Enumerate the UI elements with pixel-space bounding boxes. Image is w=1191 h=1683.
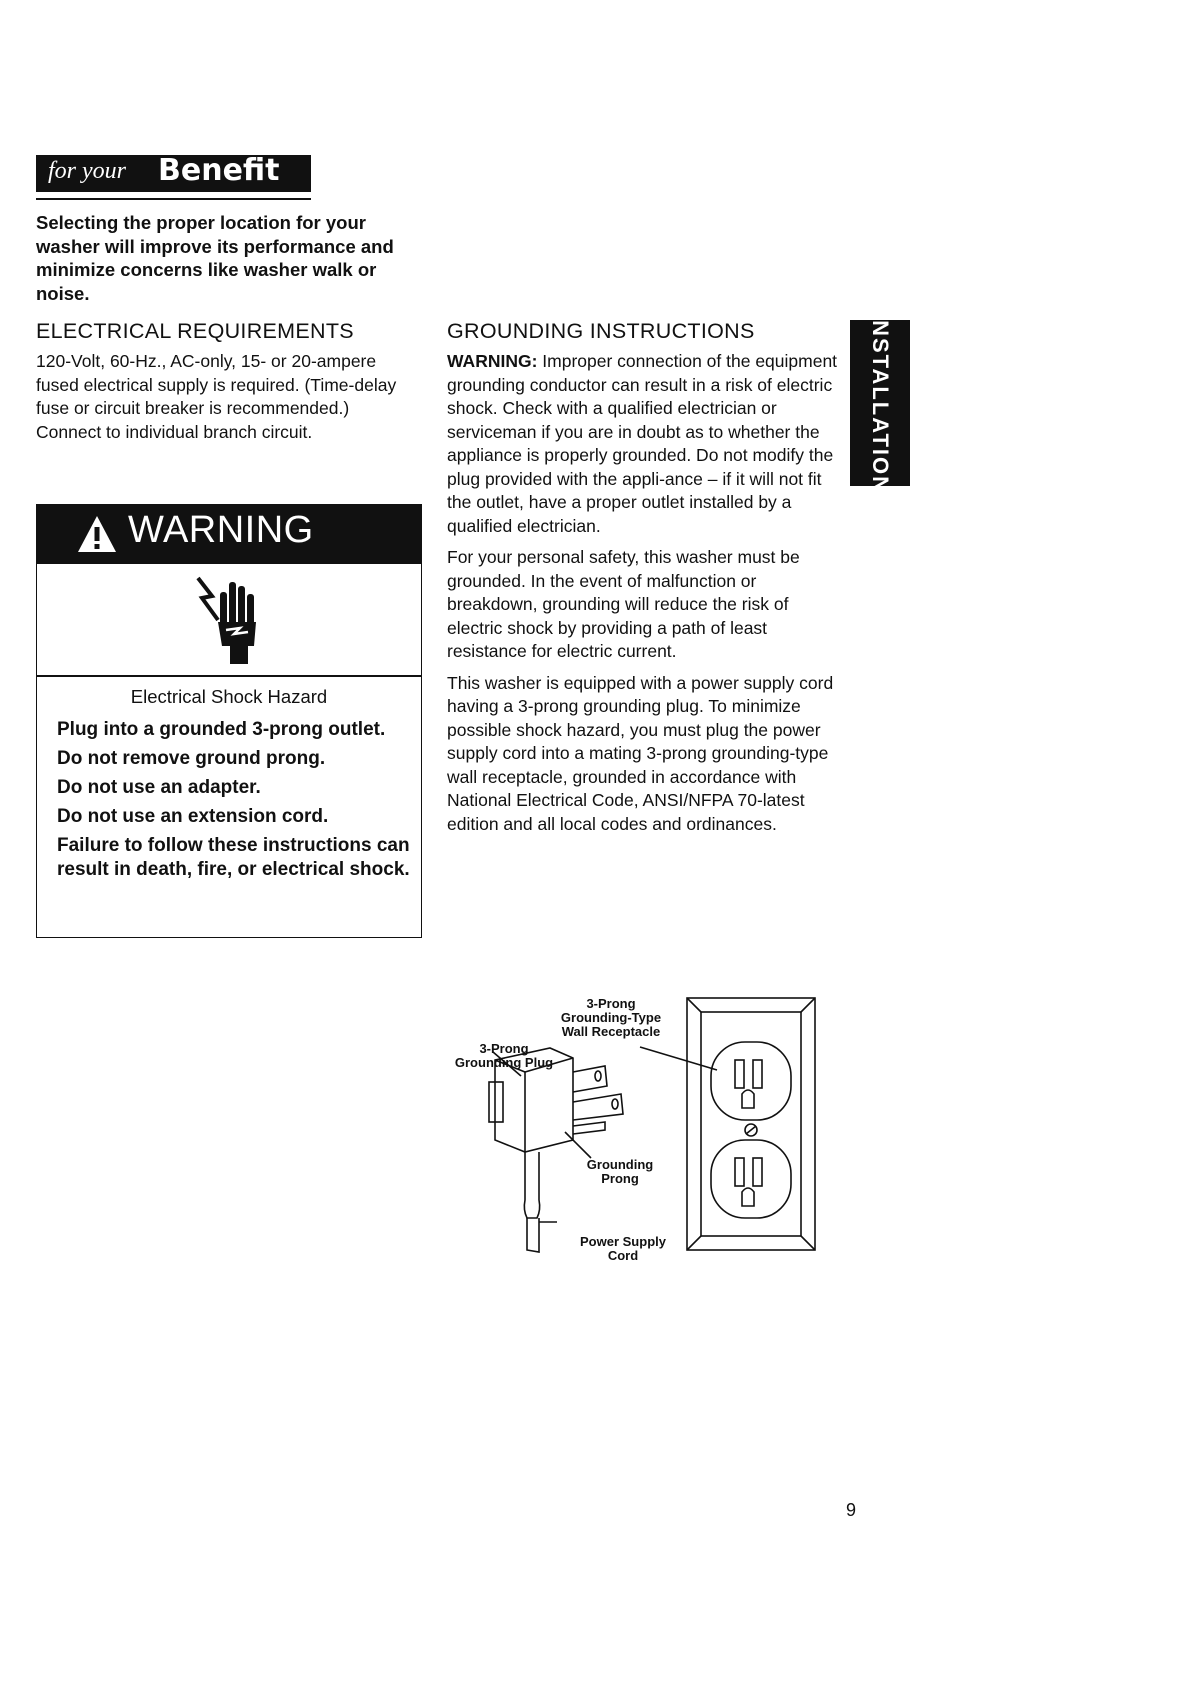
power-cord-label <box>573 1235 673 1263</box>
warning-header <box>36 504 422 564</box>
warning-line: Plug into a grounded 3-prong outlet. <box>57 719 386 740</box>
grounding-instructions-body <box>447 350 847 844</box>
prong-label-line: Grounding <box>586 1157 654 1172</box>
plug-label-line: 3-Prong <box>479 1041 529 1056</box>
warning-title: WARNING <box>128 509 314 551</box>
cord-label-line: Cord <box>607 1248 639 1263</box>
warning-divider <box>36 675 422 677</box>
plug-label-line: Grounding Plug <box>454 1055 554 1070</box>
banner-benefit-text: Benefit <box>158 153 280 188</box>
receptacle-label <box>551 997 671 1039</box>
prong-label-line: Prong <box>601 1171 639 1186</box>
cord-label-line: Power Supply <box>580 1234 666 1249</box>
warning-line: Do not use an adapter. <box>57 777 261 798</box>
intro-text: Selecting the proper location for your washer will improve its performance and minimize concerns like washer walk or noise. <box>36 212 394 304</box>
electrical-requirements-body: 120-Volt, 60-Hz., AC-only, 15- or 20-ampere fused electrical supply is required. (Time-delay fuse or circuit breaker is recommended.) Connect to individual branch circuit. <box>36 351 397 442</box>
electrical-requirements-heading: ELECTRICAL REQUIREMENTS <box>36 319 354 343</box>
warning-line: Failure to follow these instructions can result in death, fire, or electrical shock. <box>57 835 410 880</box>
electric-shock-hand-icon <box>192 572 268 666</box>
grounding-paragraph-2: For your personal safety, this washer must be grounded. In the event of malfunction or breakdown, grounding will reduce the risk of electric shock by providing a path of least resistance for electric current. <box>447 547 800 661</box>
receptacle-label-line: Grounding-Type <box>560 1010 662 1025</box>
grounding-instructions-heading: GROUNDING INSTRUCTIONS <box>447 319 755 343</box>
warning-hazard-label: Electrical Shock Hazard <box>130 686 328 707</box>
warning-triangle-icon <box>76 514 118 554</box>
grounding-prong-label <box>575 1158 665 1186</box>
warning-line: Do not remove ground prong. <box>57 748 326 769</box>
for-your-benefit-banner <box>36 155 311 192</box>
banner-for-your-text: for your <box>48 158 126 184</box>
side-tab-label: INSTALLATION <box>868 311 893 495</box>
grounding-paragraph-1-text: Improper connection of the equipment grounding conductor can result in a risk of electric shock. Check with a qualified electrician or serviceman if you are in doubt as to whether the appliance is properly grounded. Do not modify the plug provided with the appli-ance – if it will not fit the outlet, have a proper outlet installed by a qualified electrician. <box>447 351 838 536</box>
grounding-paragraph-1 <box>447 350 847 538</box>
plug-label <box>449 1042 559 1070</box>
grounding-paragraph-3: This washer is equipped with a power supply cord having a 3-prong grounding plug. To minimize possible shock hazard, you must plug the power supply cord into a mating 3-prong grounding-type wall receptacle, grounded in accordance with National Electrical Code, ANSI/NFPA 70-latest edition and all local codes and ordinances. <box>447 672 834 834</box>
installation-side-tab <box>850 311 910 495</box>
warning-line: Do not use an extension cord. <box>57 806 329 827</box>
page-number: 9 <box>846 1500 857 1520</box>
grounding-warning-label: WARNING: <box>447 351 538 371</box>
warning-lines <box>57 718 417 887</box>
plug-receptacle-illustration <box>455 990 835 1290</box>
receptacle-label-line: 3-Prong <box>586 996 636 1011</box>
receptacle-label-line: Wall Receptacle <box>561 1024 661 1039</box>
banner-underline <box>36 198 311 200</box>
